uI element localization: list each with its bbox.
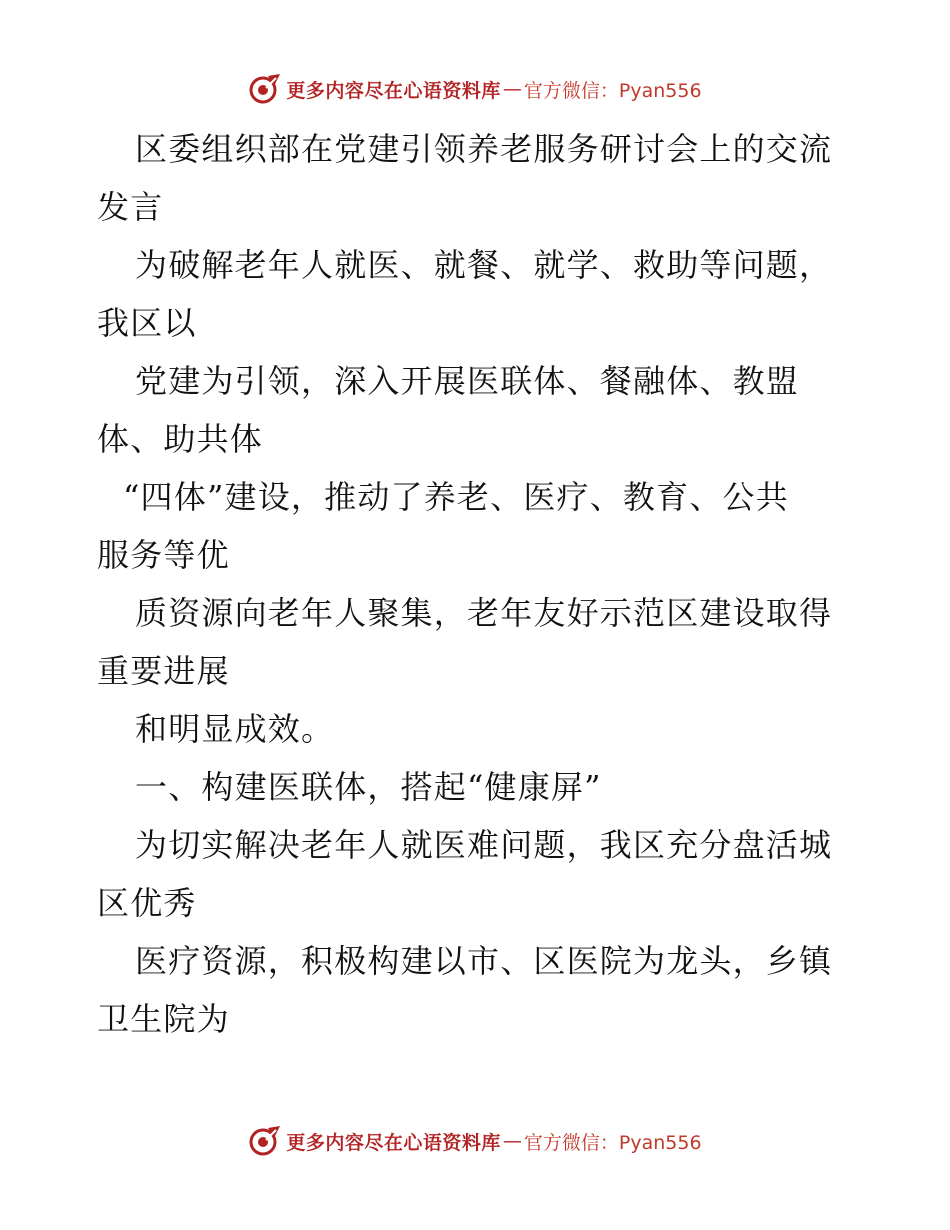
watermark-separator: — [502,1130,522,1152]
header-watermark [0,72,950,106]
paragraph-line: 医疗资源，积极构建以市、区医院为龙头，乡镇 [135,942,833,980]
footer-watermark [0,1124,950,1158]
paragraph-line: “四体”建设，推动了养老、医疗、教育、公共 [123,478,789,516]
watermark-text: 更多内容尽在心语资料库 [286,1131,501,1154]
paragraph-line: 质资源向老年人聚集，老年友好示范区建设取得 [135,594,833,632]
paragraph-line: 和明显成效。 [135,710,335,748]
paragraph-line: 为切实解决老年人就医难问题，我区充分盘活城 [135,826,833,864]
paragraph-line: 体、助共体 [97,420,264,458]
paragraph-line: 党建为引领，深入开展医联体、餐融体、教盟 [135,362,800,400]
paragraph-line: 区优秀 [97,884,197,922]
document-title-line-2: 发言 [97,188,164,226]
paragraph-line: 服务等优 [97,536,230,574]
paragraph-line: 我区以 [97,304,197,342]
section-heading: 一、构建医联体，搭起“健康屏” [135,768,602,806]
document-body [97,120,857,1048]
document-title-line-1: 区委组织部在党建引领养老服务研讨会上的交流 [135,130,833,168]
paragraph-line: 重要进展 [97,652,230,690]
watermark-text: 更多内容尽在心语资料库 [286,79,501,102]
watermark-contact: 官方微信：Pyan556 [523,1131,702,1154]
pen-logo-icon [248,1124,282,1158]
watermark-separator: — [502,78,522,100]
paragraph-line: 卫生院为 [97,1000,230,1038]
paragraph-line: 为破解老年人就医、就餐、就学、救助等问题， [135,246,833,284]
watermark-contact: 官方微信：Pyan556 [523,79,702,102]
pen-logo-icon [248,72,282,106]
